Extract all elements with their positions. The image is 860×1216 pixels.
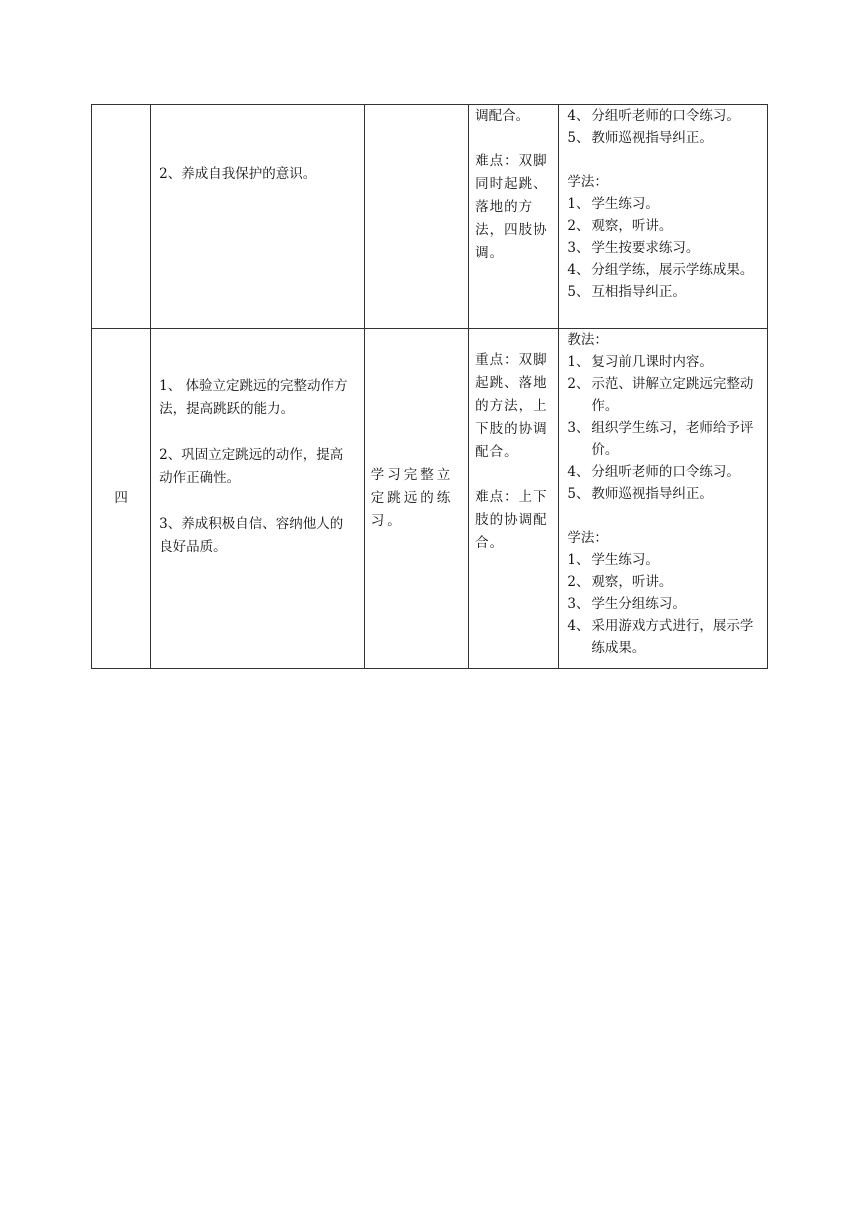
list-item: 4、 分组听老师的口令练习。 (567, 108, 740, 124)
learning-method-title: 学法： (567, 530, 608, 546)
list-item: 4、 分组听老师的口令练习。 (567, 464, 740, 480)
table-row (92, 329, 768, 669)
focus-cell (469, 105, 559, 329)
objective-item: 3、养成积极自信、容纳他人的良好品质。 (159, 516, 344, 555)
lesson-plan-table (91, 104, 768, 669)
list-item: 3、 组织学生练习，老师给予评价。 (567, 420, 754, 458)
methods-cell (559, 105, 768, 329)
teaching-method-list (567, 105, 761, 149)
objectives-cell (151, 329, 365, 669)
focus-cell (469, 329, 559, 669)
list-item: 1、 学生练习。 (567, 552, 659, 568)
list-item: 4、 采用游戏方式进行，展示学练成果。 (567, 618, 754, 656)
focus-continued: 调配合。 (475, 108, 530, 124)
learning-method-title: 学法： (567, 174, 608, 190)
learning-method-list (567, 193, 761, 303)
content-cell (364, 105, 468, 329)
objectives-cell (151, 105, 365, 329)
table-row (92, 105, 768, 329)
teaching-method-title: 教法： (567, 332, 608, 348)
objective-item: 2、养成自我保护的意识。 (159, 166, 317, 182)
list-item: 3、 学生分组练习。 (567, 596, 686, 612)
methods-cell (559, 329, 768, 669)
objective-item: 2、巩固立定跳远的动作，提高动作正确性。 (159, 447, 344, 486)
list-item: 5、 教师巡视指导纠正。 (567, 486, 713, 502)
key-point-text: 重点：双脚起跳、落地的方法，上下肢的协调配合。 (475, 352, 548, 460)
difficulty-text: 难点：上下肢的协调配合。 (475, 489, 548, 551)
list-item: 2、 示范、讲解立定跳远完整动作。 (567, 376, 754, 414)
list-item: 1、 复习前几课时内容。 (567, 354, 713, 370)
list-item: 5、 教师巡视指导纠正。 (567, 130, 713, 146)
list-item: 1、 学生练习。 (567, 196, 659, 212)
content-cell: 学习完整立定跳远的练习。 (364, 329, 468, 669)
list-item: 5、 互相指导纠正。 (567, 284, 686, 300)
list-item: 2、 观察，听讲。 (567, 218, 673, 234)
list-item: 4、 分组学练，展示学练成果。 (567, 262, 754, 278)
lesson-number-cell: 四 (92, 329, 151, 669)
difficulty-text: 难点：双脚同时起跳、落地的方法，四肢协调。 (475, 153, 548, 261)
objective-item: 1、 体验立定跳远的完整动作方法，提高跳跃的能力。 (159, 378, 348, 417)
learning-method-list (567, 549, 761, 659)
list-item: 3、 学生按要求练习。 (567, 240, 700, 256)
teaching-method-list (567, 351, 761, 505)
list-item: 2、 观察，听讲。 (567, 574, 673, 590)
lesson-number-cell (92, 105, 151, 329)
